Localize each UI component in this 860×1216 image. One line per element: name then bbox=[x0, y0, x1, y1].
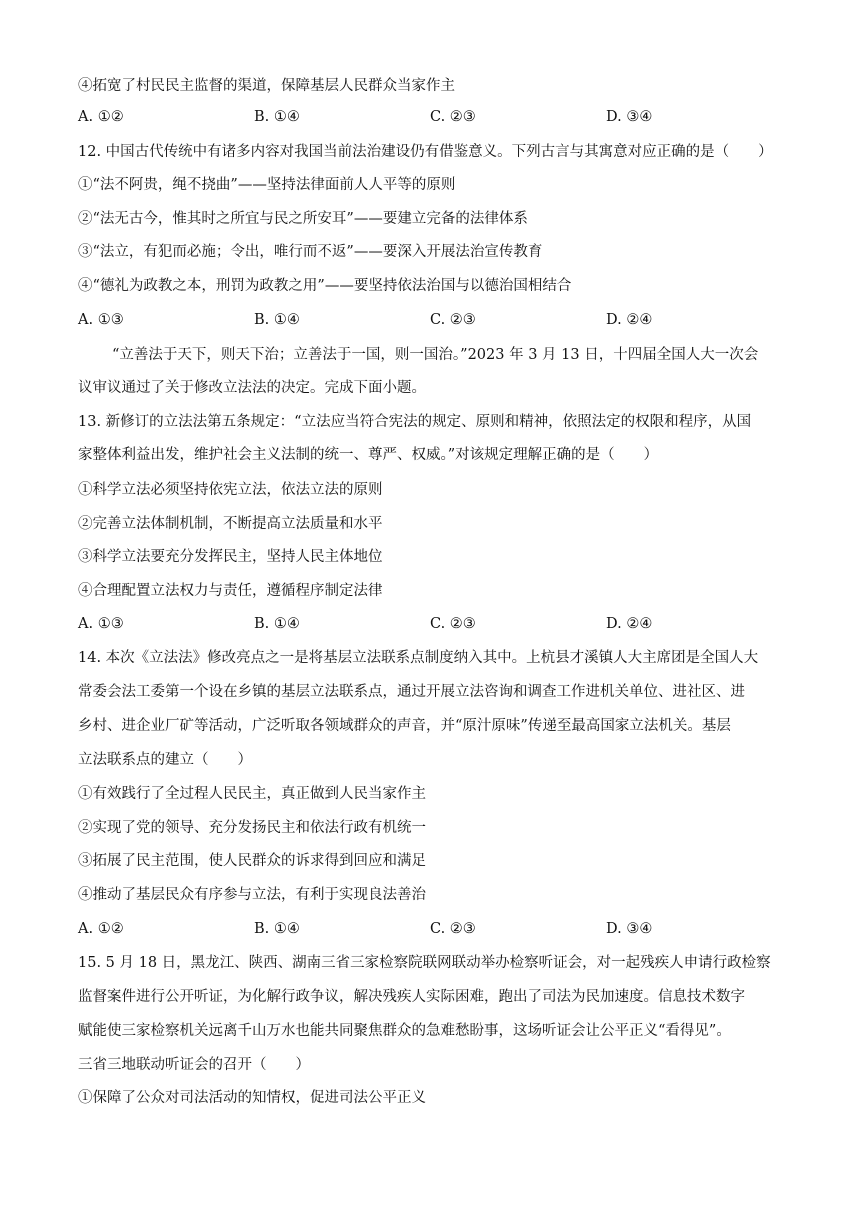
q14-option-c: C. ②③ bbox=[430, 921, 476, 937]
q13-item-2: ②完善立法体制机制，不断提高立法质量和水平 bbox=[78, 516, 383, 532]
q14-option-d: D. ③④ bbox=[606, 921, 653, 937]
q13-option-a: A. ①③ bbox=[78, 616, 124, 632]
q12-item-1: ①“法不阿贵，绳不挠曲”——坚持法律面前人人平等的原则 bbox=[78, 177, 456, 193]
q14-stem-line-3: 乡村、进企业厂矿等活动，广泛听取各领域群众的声音，并“原汁原味”传递至最高国家立法机关。基层 bbox=[78, 718, 731, 734]
q11-option-a: A. ①② bbox=[78, 109, 124, 125]
q12-item-3: ③“法立，有犯而必施；令出，唯行而不返”——要深入开展法治宣传教育 bbox=[78, 244, 543, 260]
q13-item-3: ③科学立法要充分发挥民主，坚持人民主体地位 bbox=[78, 549, 383, 565]
q15-stem-line-2: 监督案件进行公开听证，为化解行政争议，解决残疾人实际困难，跑出了司法为民加速度。信息技术数字 bbox=[78, 989, 745, 1005]
q14-option-a: A. ①② bbox=[78, 921, 124, 937]
q12-option-d: D. ②④ bbox=[606, 312, 653, 328]
q13-stem-line-2: 家整体利益出发，维护社会主义法制的统一、尊严、权威。”对该规定理解正确的是（ ） bbox=[78, 447, 659, 463]
q15-stem-line-3: 赋能使三家检察机关远离千山万水也能共同聚焦群众的急难愁盼事，这场听证会让公平正义“看得见”。 bbox=[78, 1023, 731, 1039]
q14-item-4: ④推动了基层民众有序参与立法，有利于实现良法善治 bbox=[78, 887, 426, 903]
q11-item-4: ④拓宽了村民民主监督的渠道，保障基层人民群众当家作主 bbox=[78, 78, 455, 94]
q13-option-c: C. ②③ bbox=[430, 616, 476, 632]
q14-option-b: B. ①④ bbox=[254, 921, 300, 937]
q14-stem-line-2: 常委会法工委第一个设在乡镇的基层立法联系点，通过开展立法咨询和调查工作进机关单位、进社区、进 bbox=[78, 684, 745, 700]
q11-option-c: C. ②③ bbox=[430, 109, 476, 125]
q14-item-1: ①有效践行了全过程人民民主，真正做到人民当家作主 bbox=[78, 786, 426, 802]
q14-item-3: ③拓展了民主范围，使人民群众的诉求得到回应和满足 bbox=[78, 853, 426, 869]
q12-item-2: ②“法无古今，惟其时之所宜与民之所安耳”——要建立完备的法律体系 bbox=[78, 211, 528, 227]
q12-item-4: ④“德礼为政教之本，刑罚为政教之用”——要坚持依法治国与以德治国相结合 bbox=[78, 278, 572, 294]
material-intro-line-1: “立善法于天下，则天下治；立善法于一国，则一国治。”2023 年 3 月 13 日，十四届全国人大一次会 bbox=[112, 347, 759, 363]
q13-stem-line-1: 13. 新修订的立法法第五条规定：“立法应当符合宪法的规定、原则和精神，依照法定的权限和程序，从国 bbox=[78, 414, 752, 430]
q13-item-1: ①科学立法必须坚持依宪立法，依法立法的原则 bbox=[78, 482, 383, 498]
material-intro-line-2: 议审议通过了关于修改立法法的决定。完成下面小题。 bbox=[78, 380, 426, 396]
q13-item-4: ④合理配置立法权力与责任，遵循程序制定法律 bbox=[78, 583, 383, 599]
q11-option-b: B. ①④ bbox=[254, 109, 300, 125]
q12-option-b: B. ①④ bbox=[254, 312, 300, 328]
q11-option-d: D. ③④ bbox=[606, 109, 653, 125]
q15-stem-line-4: 三省三地联动听证会的召开（ ） bbox=[78, 1057, 310, 1073]
q14-stem-line-1: 14. 本次《立法法》修改亮点之一是将基层立法联系点制度纳入其中。上杭县才溪镇人大主席团是全国人大 bbox=[78, 650, 759, 666]
q14-stem-line-4: 立法联系点的建立（ ） bbox=[78, 752, 252, 768]
q12-option-c: C. ②③ bbox=[430, 312, 476, 328]
q12-stem: 12. 中国古代传统中有诸多内容对我国当前法治建设仍有借鉴意义。下列古言与其寓意对应正确的是（ ） bbox=[78, 144, 773, 160]
q15-item-1: ①保障了公众对司法活动的知情权，促进司法公平正义 bbox=[78, 1090, 426, 1106]
q14-item-2: ②实现了党的领导、充分发扬民主和依法行政有机统一 bbox=[78, 820, 426, 836]
q13-option-d: D. ②④ bbox=[606, 616, 653, 632]
q15-stem-line-1: 15. 5 月 18 日，黑龙江、陕西、湖南三省三家检察院联网联动举办检察听证会，对一起残疾人申请行政检察 bbox=[78, 955, 771, 971]
q13-option-b: B. ①④ bbox=[254, 616, 300, 632]
q12-option-a: A. ①③ bbox=[78, 312, 124, 328]
